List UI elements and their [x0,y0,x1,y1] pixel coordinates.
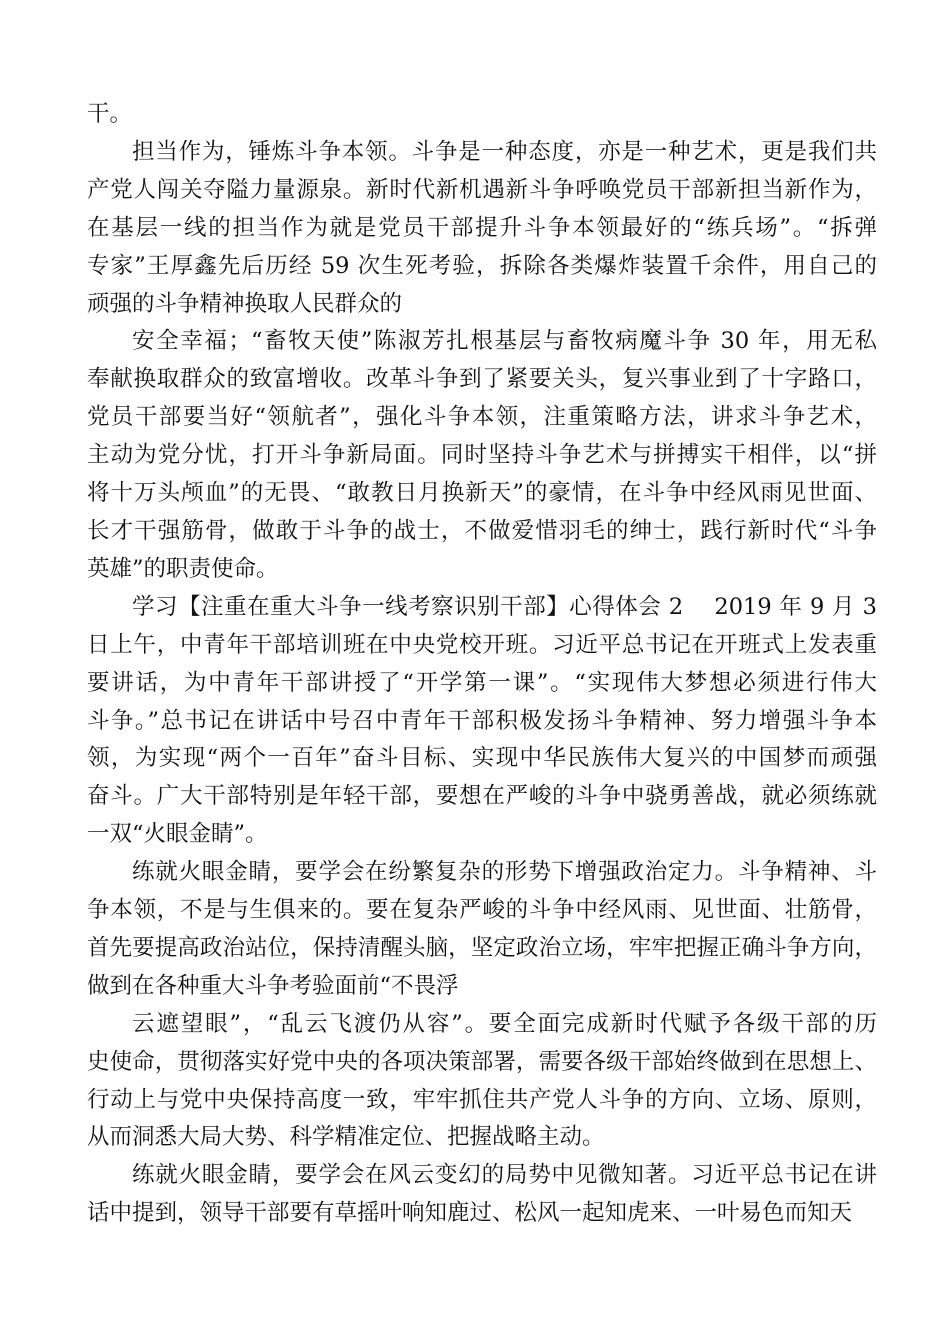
text-line: 日上午，中青年干部培训班在中央党校开班。习近平总书记在开班式上发表重 [87,631,877,658]
text-line: 担当作为，锤炼斗争本领。斗争是一种态度，亦是一种艺术，更是我们共 [132,138,877,165]
text-line: 产党人闯关夺隘力量源泉。新时代新机遇新斗争呼唤党员干部新担当新作为， [87,176,877,203]
text-line: 话中提到，领导干部要有草摇叶响知鹿过、松风一起知虎来、一叶易色而知天 [87,1200,853,1227]
paragraph [87,1006,877,1158]
text-line: 学习【注重在重大斗争一线考察识别干部】心得体会 2 2019 年 9 月 3 [132,593,877,620]
paragraph [87,96,877,134]
text-line: 练就火眼金睛，要学会在纷繁复杂的形势下增强政治定力。斗争精神、斗 [132,859,877,886]
text-line: 在基层一线的担当作为就是党员干部提升斗争本领最好的“练兵场”。“拆弹 [87,214,877,241]
paragraph [87,134,877,324]
text-line: 练就火眼金睛，要学会在风云变幻的局势中见微知著。习近平总书记在讲 [132,1162,877,1189]
text-line: 奋斗。广大干部特别是年轻干部，要想在严峻的斗争中骁勇善战，就必须练就 [87,783,877,810]
text-line: 行动上与党中央保持高度一致，牢牢抓住共产党人斗争的方向、立场、原则， [87,1086,877,1113]
text-line: 做到在各种重大斗争考验面前“不畏浮 [87,972,459,999]
text-line: 一双“火眼金睛”。 [87,821,268,848]
paragraph [87,854,877,1006]
text-line: 史使命，贯彻落实好党中央的各项决策部署，需要各级干部始终做到在思想上、 [87,1048,877,1075]
paragraph [87,1157,877,1233]
text-line: 从而洞悉大局大势、科学精准定位、把握战略主动。 [87,1124,605,1151]
text-line: 主动为党分忧，打开斗争新局面。同时坚持斗争艺术与拼搏实干相伴，以“拼 [87,442,877,469]
text-line: 云遮望眼”，“乱云飞渡仍从容”。要全面完成新时代赋予各级干部的历 [132,1010,877,1037]
paragraph [87,323,877,588]
text-line: 将十万头颅血”的无畏、“敢教日月换新天”的豪情，在斗争中经风雨见世面、 [87,480,877,507]
text-line: 专家”王厚鑫先后历经 59 次生死考验，拆除各类爆炸装置千余件，用自己的 [87,252,877,279]
text-line: 要讲话，为中青年干部讲授了“开学第一课”。“实现伟大梦想必须进行伟大 [87,669,877,696]
text-line: 长才干强筋骨，做敢于斗争的战士，不做爱惜羽毛的绅士，践行新时代“斗争 [87,517,877,544]
text-line: 顽强的斗争精神换取人民群众的 [87,290,403,317]
text-line: 党员干部要当好“领航者”，强化斗争本领，注重策略方法，讲求斗争艺术， [87,404,877,431]
text-line: 干。 [87,101,133,127]
text-line: 领，为实现“两个一百年”奋斗目标、实现中华民族伟大复兴的中国梦而顽强 [87,745,877,772]
document-body [87,96,877,1233]
text-line: 安全幸福；“畜牧天使”陈淑芳扎根基层与畜牧病魔斗争 30 年，用无私 [132,328,877,355]
text-line: 奉献换取群众的致富增收。改革斗争到了紧要关头，复兴事业到了十字路口， [87,366,877,393]
text-line: 首先要提高政治站位，保持清醒头脑，坚定政治立场，牢牢把握正确斗争方向， [87,934,877,961]
text-line: 英雄”的职责使命。 [87,555,279,582]
paragraph [87,589,877,854]
text-line: 斗争。”总书记在讲话中号召中青年干部积极发扬斗争精神、努力增强斗争本 [87,707,877,734]
text-line: 争本领，不是与生俱来的。要在复杂严峻的斗争中经风雨、见世面、壮筋骨， [87,897,877,924]
